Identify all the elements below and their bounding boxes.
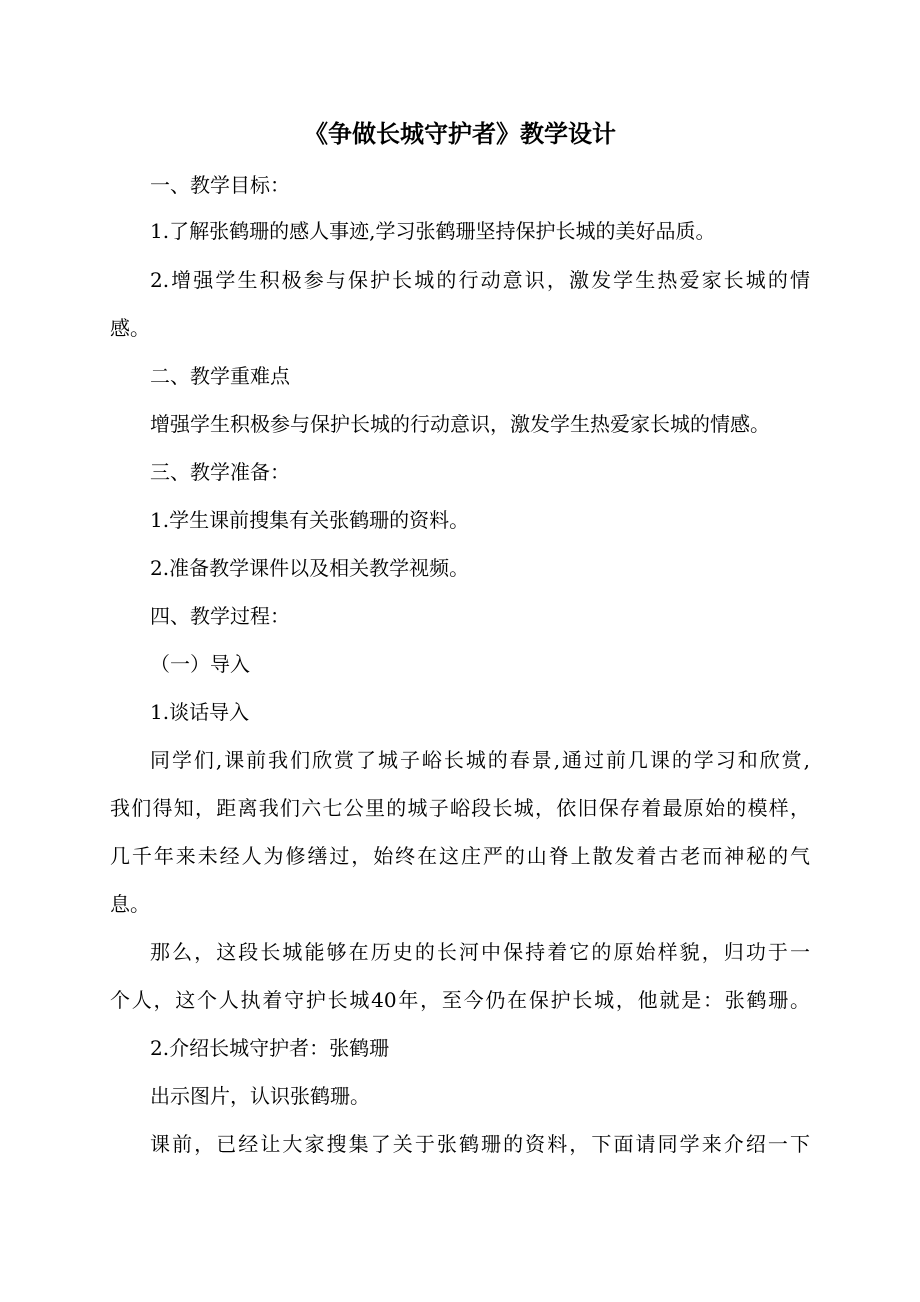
paragraph-line: 几千年来未经人为修缮过，始终在这庄严的山脊上散发着古老而神秘的气 [110, 844, 810, 868]
section-heading-objectives: 一、教学目标： [150, 173, 290, 197]
section-heading-process: 四、教学过程： [150, 604, 290, 628]
paragraph-line: 1.学生课前搜集有关张鹤珊的资料。 [150, 508, 470, 532]
subsection-heading: （一）导入 [150, 652, 250, 676]
paragraph-line: 感。 [110, 316, 150, 340]
paragraph-line: 2.介绍长城守护者：张鹤珊 [150, 1036, 390, 1060]
paragraph-line: 息。 [110, 892, 150, 916]
paragraph-line: 2.准备教学课件以及相关教学视频。 [150, 556, 470, 580]
paragraph-line: 1.谈话导入 [150, 700, 250, 724]
paragraph-line: 个人，这个人执着守护长城40年，至今仍在保护长城，他就是：张鹤珊。 [110, 988, 810, 1012]
section-heading-preparation: 三、教学准备： [150, 460, 290, 484]
section-heading-key-points: 二、教学重难点 [150, 364, 290, 388]
paragraph-line: 增强学生积极参与保护长城的行动意识，激发学生热爱家长城的情感。 [150, 412, 770, 436]
paragraph-line: 课前，已经让大家搜集了关于张鹤珊的资料，下面请同学来介绍一下 [150, 1132, 810, 1156]
paragraph-line: 1.了解张鹤珊的感人事迹,学习张鹤珊坚持保护长城的美好品质。 [150, 219, 716, 243]
document-title: 《争做长城守护者》教学设计 [304, 120, 616, 148]
paragraph-line: 2.增强学生积极参与保护长城的行动意识，激发学生热爱家长城的情 [150, 268, 810, 292]
paragraph-line: 那么，这段长城能够在历史的长河中保持着它的原始样貌，归功于一 [150, 940, 810, 964]
paragraph-line: 出示图片，认识张鹤珊。 [150, 1084, 370, 1108]
paragraph-line: 同学们,课前我们欣赏了城子峪长城的春景,通过前几课的学习和欣赏, [150, 748, 810, 772]
paragraph-line: 我们得知，距离我们六七公里的城子峪段长城，依旧保存着最原始的模样， [110, 796, 810, 820]
